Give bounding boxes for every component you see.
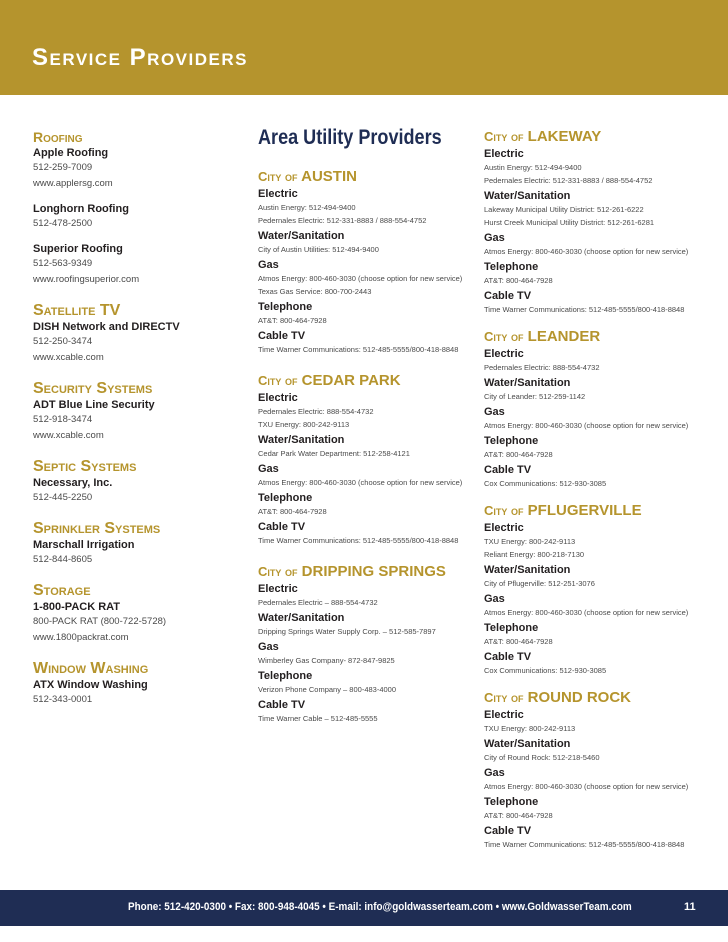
- section-security-title: Security Systems: [33, 380, 153, 397]
- category-water: Water/Sanitation: [484, 564, 571, 576]
- category-electric: Electric: [484, 348, 524, 360]
- section-septic-title: Septic Systems: [33, 458, 137, 475]
- header-band: [0, 0, 728, 95]
- provider-entry: TXU Energy: 800-242-9113: [484, 724, 576, 733]
- company-phone: 512-343-0001: [33, 694, 93, 705]
- provider-entry: AT&T: 800-464-7928: [484, 811, 553, 820]
- provider-entry: Texas Gas Service: 800-700-2443: [258, 287, 372, 296]
- provider-entry: Cedar Park Water Department: 512-258-4121: [258, 449, 410, 458]
- company-website[interactable]: www.xcable.com: [33, 352, 104, 363]
- category-telephone: Telephone: [258, 301, 313, 313]
- category-gas: Gas: [258, 641, 279, 653]
- category-cable: Cable TV: [258, 330, 306, 342]
- category-cable: Cable TV: [258, 699, 306, 711]
- category-water: Water/Sanitation: [258, 434, 345, 446]
- category-telephone: Telephone: [484, 435, 539, 447]
- city-cedar-park-title: City of CEDAR PARK: [258, 372, 401, 389]
- provider-entry: Cox Communications: 512-930-3085: [484, 479, 607, 488]
- provider-entry: AT&T: 800-464-7928: [484, 637, 553, 646]
- city-lakeway-title: City of LAKEWAY: [484, 128, 602, 145]
- company-name: Longhorn Roofing: [33, 203, 129, 215]
- category-electric: Electric: [258, 583, 298, 595]
- company-phone: 800-PACK RAT (800-722-5728): [33, 616, 167, 627]
- company-phone: 512-250-3474: [33, 336, 93, 347]
- service-providers-column: [33, 128, 248, 708]
- section-storage-title: Storage: [33, 582, 91, 599]
- category-telephone: Telephone: [258, 492, 313, 504]
- category-cable: Cable TV: [484, 464, 532, 476]
- provider-entry: City of Austin Utilities: 512-494-9400: [258, 245, 379, 254]
- category-cable: Cable TV: [258, 521, 306, 533]
- provider-entry: AT&T: 800-464-7928: [484, 276, 553, 285]
- provider-entry: Atmos Energy: 800-460-3030 (choose option for new service): [258, 478, 463, 487]
- category-water: Water/Sanitation: [258, 612, 345, 624]
- company-phone: 512-563-9349: [33, 258, 93, 269]
- company-name: Apple Roofing: [33, 147, 109, 159]
- provider-entry: Pedernales Electric: 888-554-4732: [258, 407, 374, 416]
- city-dripping-springs-title: City of DRIPPING SPRINGS: [258, 563, 446, 580]
- section-window-title: Window Washing: [33, 660, 149, 677]
- city-pflugerville-title: City of PFLUGERVILLE: [484, 502, 642, 519]
- company-name: ATX Window Washing: [33, 679, 148, 691]
- company-phone: 512-478-2500: [33, 218, 93, 229]
- company-phone: 512-445-2250: [33, 492, 93, 503]
- provider-entry: Pedernales Electric: 512-331-8883 / 888-554-4752: [484, 176, 653, 185]
- provider-entry: City of Round Rock: 512-218-5460: [484, 753, 600, 762]
- provider-entry: Time Warner Communications: 512-485-5555/800-418-8848: [484, 840, 685, 849]
- category-telephone: Telephone: [484, 796, 539, 808]
- provider-entry: Lakeway Municipal Utility District: 512-261-6222: [484, 205, 644, 214]
- provider-entry: City of Pflugerville: 512-251-3076: [484, 579, 595, 588]
- category-telephone: Telephone: [258, 670, 313, 682]
- category-gas: Gas: [484, 767, 505, 779]
- section-satellite-title: Satellite TV: [33, 302, 121, 319]
- provider-entry: Atmos Energy: 800-460-3030 (choose option for new service): [484, 247, 689, 256]
- category-electric: Electric: [484, 522, 524, 534]
- category-cable: Cable TV: [484, 825, 532, 837]
- provider-entry: Pedernales Electric: 888-554-4732: [484, 363, 600, 372]
- company-website[interactable]: www.applersg.com: [33, 178, 113, 189]
- city-austin-title: City of AUSTIN: [258, 168, 357, 185]
- category-gas: Gas: [484, 593, 505, 605]
- provider-entry: Atmos Energy: 800-460-3030 (choose option for new service): [484, 782, 689, 791]
- area-utility-heading: Area Utility Providers: [258, 126, 442, 149]
- provider-entry: Time Warner Communications: 512-485-5555/800-418-8848: [258, 345, 459, 354]
- provider-entry: AT&T: 800-464-7928: [484, 450, 553, 459]
- provider-entry: Verizon Phone Company – 800-483-4000: [258, 685, 397, 694]
- provider-entry: TXU Energy: 800-242-9113: [258, 420, 350, 429]
- company-name: Necessary, Inc.: [33, 477, 113, 489]
- category-electric: Electric: [484, 148, 524, 160]
- provider-entry: Austin Energy: 512-494-9400: [484, 163, 582, 172]
- provider-entry: Reliant Energy: 800-218-7130: [484, 550, 585, 559]
- company-name: 1-800-PACK RAT: [33, 601, 120, 613]
- company-name: ADT Blue Line Security: [33, 399, 155, 411]
- provider-entry: Atmos Energy: 800-460-3030 (choose option for new service): [484, 608, 689, 617]
- category-telephone: Telephone: [484, 261, 539, 273]
- section-sprinkler-title: Sprinkler Systems: [33, 520, 161, 537]
- provider-entry: Time Warner Cable – 512-485-5555: [258, 714, 378, 723]
- page-number: 11: [684, 901, 696, 913]
- provider-entry: Hurst Creek Municipal Utility District: 512-261-6281: [484, 218, 655, 227]
- footer-contact-info: Phone: 512-420-0300 • Fax: 800-948-4045 • E-mail: info@goldwasserteam.com • www.GoldwasserTeam.com: [128, 901, 632, 913]
- category-electric: Electric: [258, 188, 298, 200]
- provider-entry: Pedernales Electric: 512-331-8883 / 888-554-4752: [258, 216, 427, 225]
- company-website[interactable]: www.1800packrat.com: [33, 632, 129, 643]
- category-water: Water/Sanitation: [258, 230, 345, 242]
- category-telephone: Telephone: [484, 622, 539, 634]
- company-phone: 512-918-3474: [33, 414, 93, 425]
- page-title: Service Providers: [32, 44, 248, 71]
- category-gas: Gas: [484, 406, 505, 418]
- company-phone: 512-259-7009: [33, 162, 93, 173]
- provider-entry: Time Warner Communications: 512-485-5555/800-418-8848: [258, 536, 459, 545]
- provider-entry: Pedernales Electric – 888-554-4732: [258, 598, 378, 607]
- category-gas: Gas: [484, 232, 505, 244]
- company-name: Superior Roofing: [33, 243, 123, 255]
- provider-entry: City of Leander: 512-259-1142: [484, 392, 586, 401]
- category-electric: Electric: [484, 709, 524, 721]
- provider-entry: AT&T: 800-464-7928: [258, 507, 327, 516]
- footer-band: [0, 890, 728, 926]
- category-water: Water/Sanitation: [484, 190, 571, 202]
- city-utilities-column: [484, 128, 719, 851]
- provider-entry: Time Warner Communications: 512-485-5555/800-418-8848: [484, 305, 685, 314]
- company-phone: 512-844-8605: [33, 554, 93, 565]
- provider-entry: Cox Communications: 512-930-3085: [484, 666, 607, 675]
- section-roofing-title: Roofing: [33, 129, 83, 145]
- category-water: Water/Sanitation: [484, 738, 571, 750]
- category-gas: Gas: [258, 259, 279, 271]
- provider-entry: Atmos Energy: 800-460-3030 (choose option for new service): [258, 274, 463, 283]
- provider-entry: AT&T: 800-464-7928: [258, 316, 327, 325]
- city-round-rock-title: City of ROUND ROCK: [484, 689, 632, 706]
- category-cable: Cable TV: [484, 651, 532, 663]
- provider-entry: Austin Energy: 512-494-9400: [258, 203, 356, 212]
- company-website[interactable]: www.xcable.com: [33, 430, 104, 441]
- provider-entry: Dripping Springs Water Supply Corp. – 512-585-7897: [258, 627, 436, 636]
- provider-entry: Atmos Energy: 800-460-3030 (choose option for new service): [484, 421, 689, 430]
- company-name: DISH Network and DIRECTV: [33, 321, 180, 333]
- category-cable: Cable TV: [484, 290, 532, 302]
- utility-providers-column: [258, 126, 478, 725]
- company-name: Marschall Irrigation: [33, 539, 135, 551]
- provider-entry: TXU Energy: 800-242-9113: [484, 537, 576, 546]
- city-leander-title: City of LEANDER: [484, 328, 601, 345]
- category-water: Water/Sanitation: [484, 377, 571, 389]
- category-gas: Gas: [258, 463, 279, 475]
- provider-entry: Wimberley Gas Company- 872-847-9825: [258, 656, 395, 665]
- category-electric: Electric: [258, 392, 298, 404]
- company-website[interactable]: www.roofingsuperior.com: [33, 274, 140, 285]
